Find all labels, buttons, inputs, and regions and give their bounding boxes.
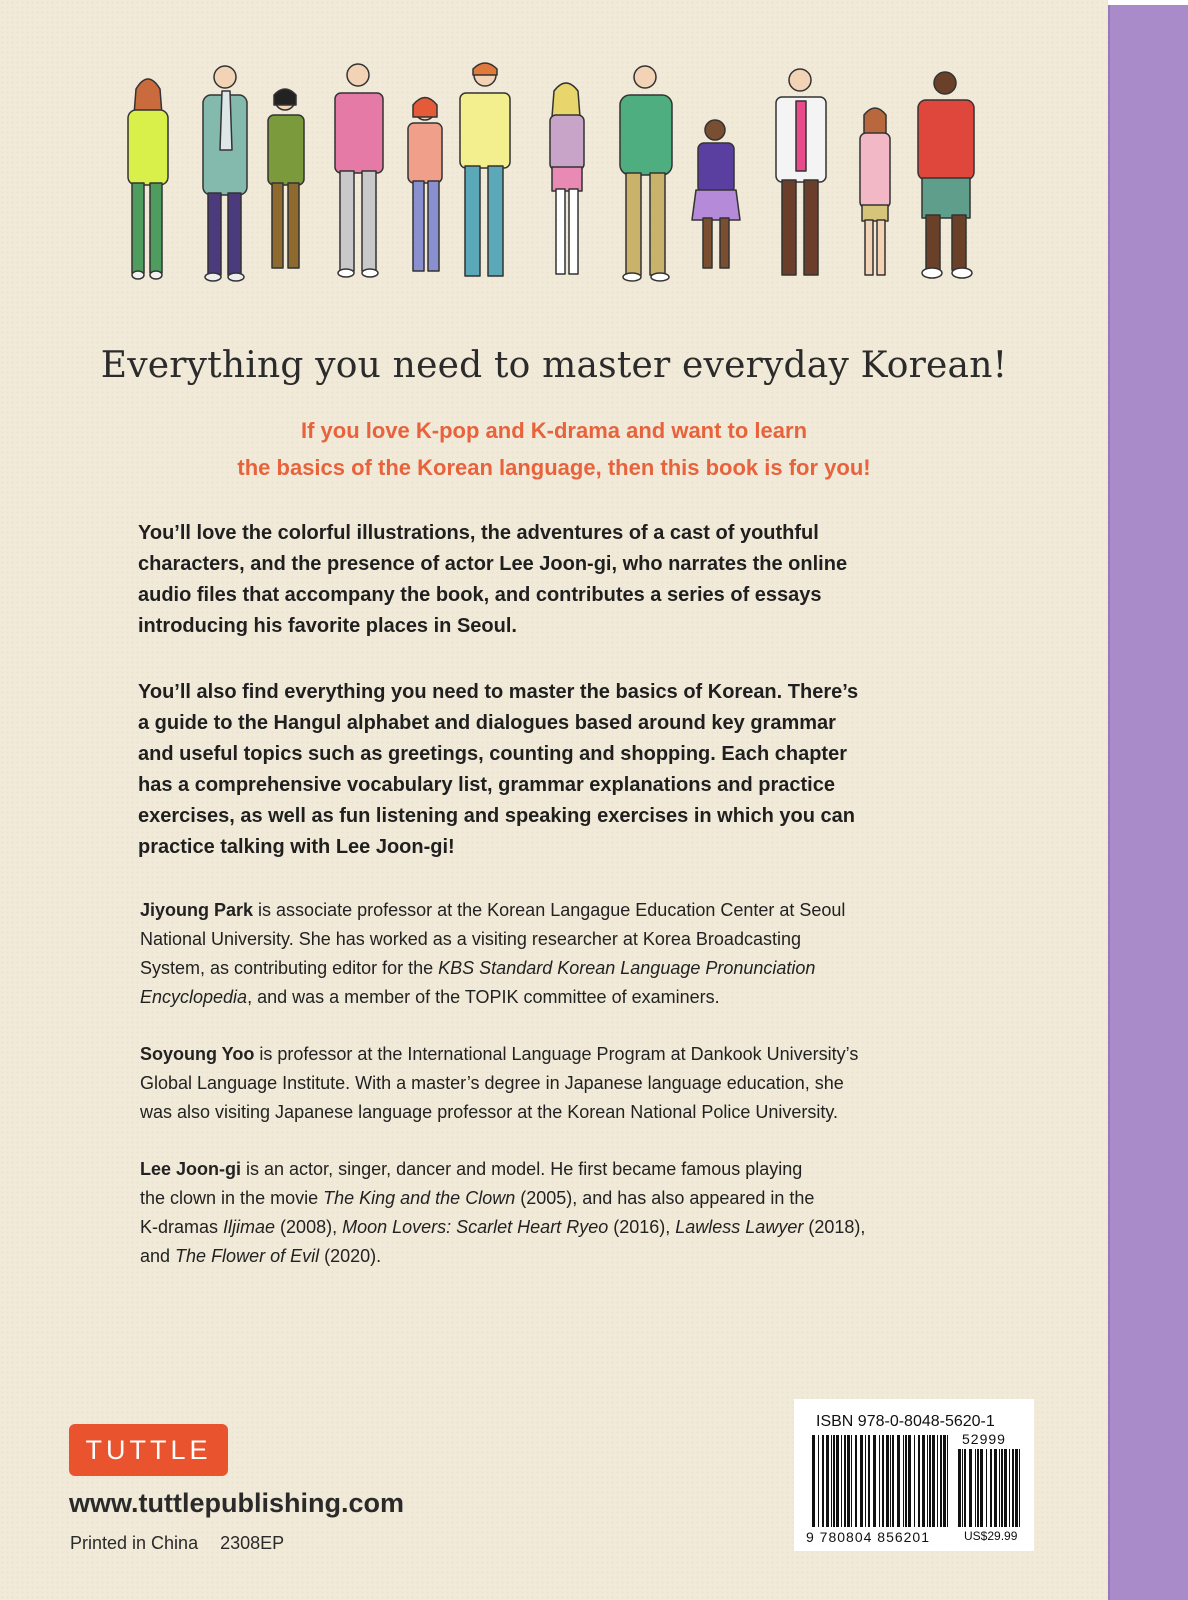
spine-strip [1108,5,1188,1600]
us-price: US$29.99 [964,1529,1018,1543]
subheadline-line-2: the basics of the Korean language, then this book is for you! [237,455,871,480]
character-8 [620,66,672,281]
author-bio-soyoung-yoo: Soyoung Yoo is professor at the International Language Program at Dankook University’s Global Language Institute. With a master’s degree in Japanese language education, she was also visiting Japanese language professor at the Korean National Police University. [140,1044,859,1122]
printed-in: Printed in China [70,1533,199,1553]
ean-number: 9 780804 856201 [806,1529,930,1545]
book-title: Encyclopedia [140,987,248,1007]
print-info [70,1533,306,1554]
character-11 [860,108,890,275]
character-6 [460,63,510,276]
character-10 [776,69,826,275]
barcode-bars-icon [812,1435,952,1527]
character-5 [408,98,442,272]
print-code: 2308EP [220,1533,285,1553]
book-title: KBS Standard Korean Language Pronunciation [438,958,816,978]
tuttle-logo: TUTTLE [69,1424,228,1476]
character-7 [550,83,584,274]
isbn-number: ISBN 978-0-8048-5620-1 [816,1413,995,1430]
intro-paragraph: You’ll love the colorful illustrations, the adventures of a cast of youthful characters, and the presence of actor Lee Joon-gi, who narrates the online audio files that accompany the book, and contributes a series of essays introducing his favorite places in Seoul. [138,522,848,637]
author-bio-jiyoung-park: Jiyoung Park is associate professor at the Korean Langague Education Center at Seoul National University. She has worked as a visiting researcher at Korea Broadcasting System, as contributing editor for the KBS Standard Korean Language Pronunciation Encyclopedia, and was a member of the TOPIK committee of examiners. [140,900,846,1007]
headline: Everything you need to master everyday Korean! [100,345,1008,386]
character-12 [918,72,974,278]
bio-lee-joon-gi: Lee Joon-gi is an actor, singer, dancer and model. He first became famous playing the clown in the movie The King and the Clown (2005), and has also appeared in the K-dramas Iljimae (2008), Moon Lovers: Scarlet Heart Ryeo (2016), Lawless Lawyer (2018), and The Flower of Evil (2020). [140,1159,866,1266]
character-1 [128,79,168,279]
character-3 [268,89,304,268]
character-2 [203,66,247,281]
characters-illustration [120,55,1020,315]
character-4 [335,64,383,277]
actor-name: Lee Joon-gi [140,1159,242,1179]
price-code: 52999 [962,1431,1006,1447]
character-9 [692,120,740,268]
subheadline-line-1: If you love K-pop and K-drama and want to learn [300,418,808,443]
publisher-website[interactable]: www.tuttlepublishing.com [69,1488,404,1518]
barcode [794,1399,1034,1551]
author-name: Soyoung Yoo [140,1044,255,1064]
author-name: Jiyoung Park [140,900,254,920]
features-paragraph: You’ll also find everything you need to master the basics of Korean. There’s a guide to the Hangul alphabet and dialogues based around key grammar and useful topics such as greetings, counting and shopping. Each chapter has a comprehensive vocabulary list, grammar explanations and practice exercises, as well as fun listening and speaking exercises in which you can practice talking with Lee Joon-gi! [138,681,859,858]
addon-barcode-bars-icon [958,1449,1022,1527]
